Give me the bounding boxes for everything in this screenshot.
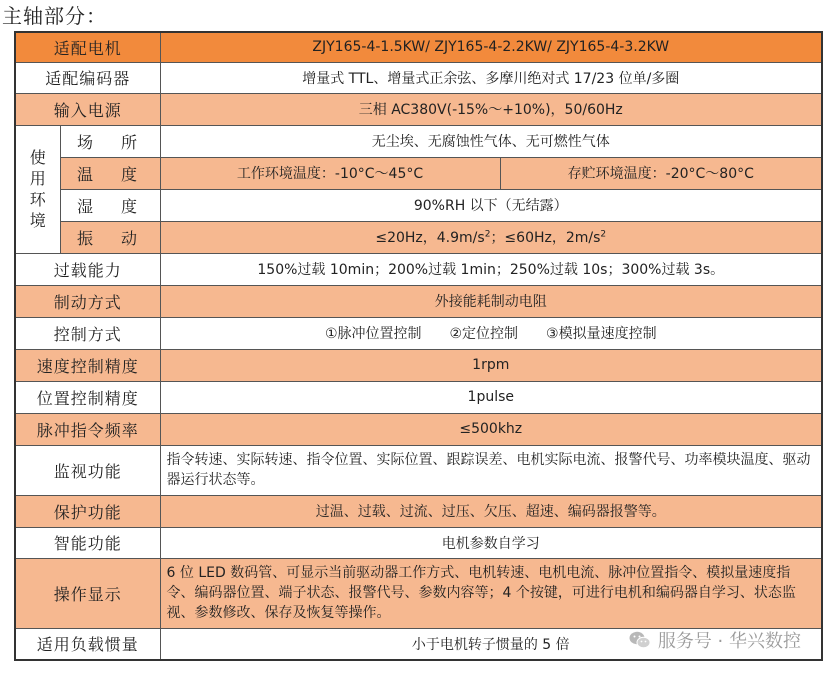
row-label: 脉冲指令频率 <box>15 413 160 445</box>
vibration-a: ≤20Hz，4.9m/s <box>375 230 485 246</box>
row-value: 90%RH 以下（无结露） <box>160 189 822 221</box>
row-label: 适配编码器 <box>15 62 160 93</box>
row-encoder <box>15 62 822 93</box>
row-power <box>15 93 822 125</box>
row-vibration <box>15 221 822 253</box>
row-label: 监视功能 <box>15 445 160 495</box>
vibration-a-exp: 2 <box>484 229 491 240</box>
row-label: 操作显示 <box>15 558 160 628</box>
vibration-b: ；≤60Hz，2m/s <box>490 230 601 246</box>
wechat-icon <box>628 628 652 652</box>
row-pulse-frequency <box>15 413 822 445</box>
row-label: 过载能力 <box>15 253 160 285</box>
row-value: ①脉冲位置控制 ②定位控制 ③模拟量速度控制 <box>160 317 822 349</box>
row-value: 1rpm <box>160 349 822 381</box>
row-value: 无尘埃、无腐蚀性气体、无可燃性气体 <box>160 125 822 157</box>
row-place <box>15 125 822 157</box>
row-label: 速度控制精度 <box>15 349 160 381</box>
row-label: 振 动 <box>60 221 160 253</box>
row-display <box>15 558 822 628</box>
row-label: 控制方式 <box>15 317 160 349</box>
row-label: 湿 度 <box>60 189 160 221</box>
row-label: 适配电机 <box>15 32 160 62</box>
row-value: ZJY165-4-1.5KW/ ZJY165-4-2.2KW/ ZJY165-4-3.2KW <box>160 32 822 62</box>
row-value: 过温、过载、过流、过压、欠压、超速、编码器报警等。 <box>160 495 822 527</box>
row-motor <box>15 32 822 62</box>
row-label: 智能功能 <box>15 527 160 558</box>
row-value: 三相 AC380V(-15%～+10%)，50/60Hz <box>160 93 822 125</box>
section-title: 主轴部分： <box>2 4 107 28</box>
row-label: 输入电源 <box>15 93 160 125</box>
row-value: 1pulse <box>160 381 822 413</box>
watermark <box>628 627 801 653</box>
row-value: 电机参数自学习 <box>160 527 822 558</box>
row-value: 6 位 LED 数码管、可显示当前驱动器工作方式、电机转速、电机电流、脉冲位置指令、模拟量速度指令、编码器位置、端子状态、报警代号、参数内容等；4 个按键，可进行电机和编码器自学习、状态监视、参数修改、保存及恢复等操作。 <box>160 558 822 628</box>
row-value <box>160 221 822 253</box>
row-value: 指令转速、实际转速、指令位置、实际位置、跟踪误差、电机实际电流、报警代号、功率模块温度、驱动器运行状态等。 <box>160 445 822 495</box>
env-group-label: 使用环境 <box>15 125 60 253</box>
watermark-text: 服务号 · 华兴数控 <box>657 631 801 652</box>
row-label: 保护功能 <box>15 495 160 527</box>
row-value: 小于电机转子惯量的 5 倍 <box>160 628 822 660</box>
row-temp <box>15 157 822 189</box>
row-smart <box>15 527 822 558</box>
row-label: 制动方式 <box>15 285 160 317</box>
row-label: 场 所 <box>60 125 160 157</box>
row-position-accuracy <box>15 381 822 413</box>
temp-store-value: 存贮环境温度：-20°C～80°C <box>500 157 822 189</box>
row-monitor <box>15 445 822 495</box>
row-label: 适用负载惯量 <box>15 628 160 660</box>
row-protection <box>15 495 822 527</box>
vibration-b-exp: 2 <box>600 229 607 240</box>
temp-work-value: 工作环境温度：-10°C～45°C <box>160 157 500 189</box>
row-value: 外接能耗制动电阻 <box>160 285 822 317</box>
row-label: 位置控制精度 <box>15 381 160 413</box>
row-value: 150%过载 10min；200%过载 1min；250%过载 10s；300%过载 3s。 <box>160 253 822 285</box>
spec-table <box>14 31 823 661</box>
row-brake <box>15 285 822 317</box>
row-speed-accuracy <box>15 349 822 381</box>
row-label: 温 度 <box>60 157 160 189</box>
row-control <box>15 317 822 349</box>
row-humidity <box>15 189 822 221</box>
row-overload <box>15 253 822 285</box>
row-value: 增量式 TTL、增量式正余弦、多摩川绝对式 17/23 位单/多圈 <box>160 62 822 93</box>
row-value: ≤500khz <box>160 413 822 445</box>
